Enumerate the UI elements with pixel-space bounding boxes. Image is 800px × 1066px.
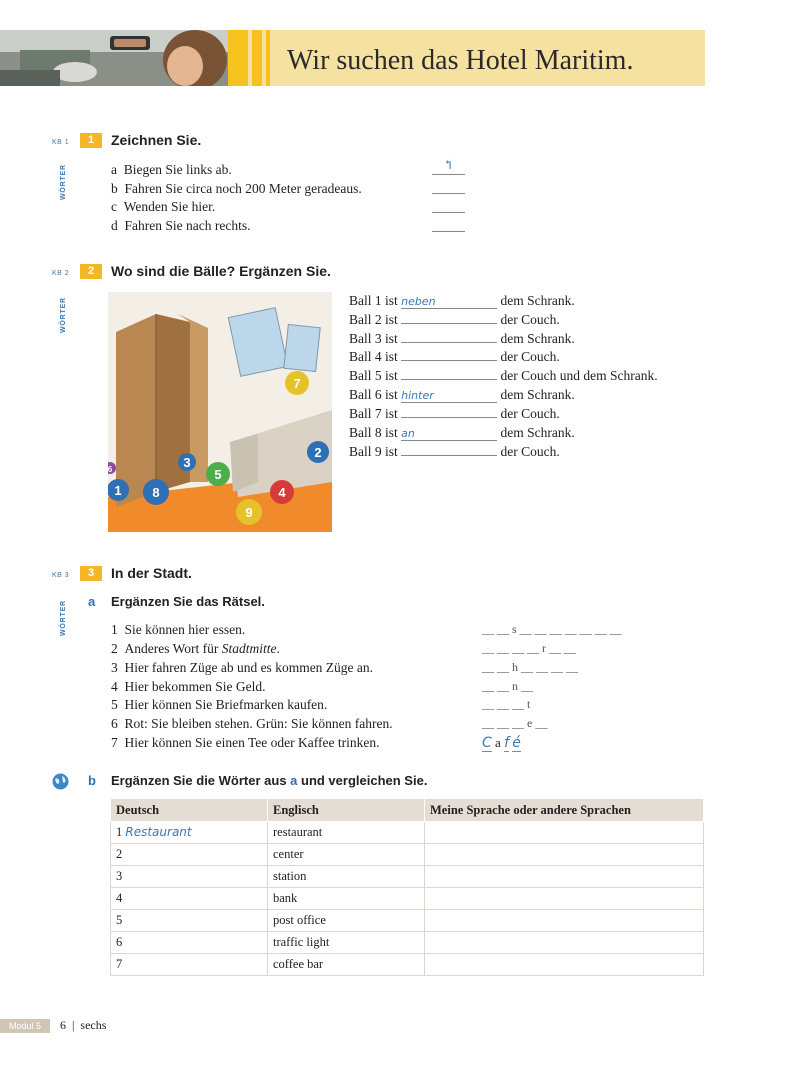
exercise-number: 3	[80, 566, 102, 581]
cell-englisch: station	[268, 866, 425, 888]
row-number: 1	[116, 825, 123, 839]
list-item	[349, 406, 560, 422]
subtask-title	[111, 773, 427, 788]
woerter-label: WÖRTER	[60, 600, 67, 636]
sentence-start: Ball 8 ist	[349, 425, 398, 440]
subtask-title: Ergänzen Sie das Rätsel.	[111, 594, 265, 609]
item-number: 7	[111, 735, 118, 750]
item-text: Sie können hier essen.	[124, 622, 246, 637]
item-number: 2	[111, 641, 118, 656]
sentence-end: dem Schrank.	[500, 425, 575, 440]
item-letter: a	[111, 162, 117, 177]
list-item	[349, 293, 575, 309]
item-number: 5	[111, 697, 118, 712]
list-item	[111, 622, 245, 638]
item-text: Hier können Sie einen Tee oder Kaffee trinken.	[124, 735, 380, 750]
list-item	[111, 735, 379, 751]
column-header: Englisch	[268, 799, 425, 822]
kb-reference: KB 1	[52, 139, 70, 146]
row-number: 7	[116, 957, 123, 971]
header-stripe	[228, 30, 248, 86]
ball-number: 9	[245, 505, 253, 520]
sentence-end: der Couch.	[500, 312, 560, 327]
cell-deutsch[interactable]	[111, 822, 268, 844]
item-text: Hier bekommen Sie Geld.	[124, 679, 266, 694]
cell-other-language[interactable]	[425, 822, 704, 844]
cell-englisch: bank	[268, 888, 425, 910]
header-photo	[0, 30, 228, 86]
exercise-number: 1	[80, 133, 102, 148]
cell-deutsch[interactable]	[111, 954, 268, 976]
kb-reference: KB 2	[52, 270, 70, 277]
header-stripe	[266, 30, 270, 86]
sentence-end: der Couch.	[500, 406, 560, 421]
subtask-letter: a	[88, 594, 96, 609]
answer-arrow-icon[interactable]: ↰	[432, 158, 465, 175]
cell-deutsch[interactable]	[111, 910, 268, 932]
sentence-end: der Couch.	[500, 349, 560, 364]
puzzle-pattern[interactable]	[482, 735, 521, 751]
exercise-number: 2	[80, 264, 102, 279]
cell-englisch: traffic light	[268, 932, 425, 954]
cell-englisch: restaurant	[268, 822, 425, 844]
exercise-title: Zeichnen Sie.	[111, 132, 202, 148]
exercise-title: Wo sind die Bälle? Ergänzen Sie.	[111, 263, 331, 279]
answer-field[interactable]	[401, 379, 497, 380]
table-row	[111, 844, 704, 866]
puzzle-pattern[interactable]: __ __ s __ __ __ __ __ __ __	[482, 622, 622, 636]
page-title: Wir suchen das Hotel Maritim.	[287, 45, 634, 76]
item-number: 3	[111, 660, 118, 675]
item-text: Wenden Sie hier.	[123, 199, 216, 214]
item-letter: b	[111, 181, 118, 196]
item-text: Anderes Wort für	[124, 641, 222, 656]
ball-number: 6	[108, 465, 113, 474]
kb-reference: KB 3	[52, 572, 70, 579]
cell-deutsch[interactable]	[111, 844, 268, 866]
answer-field[interactable]	[401, 342, 497, 343]
sentence-end: der Couch.	[500, 444, 560, 459]
sentence-start: Ball 5 ist	[349, 368, 398, 383]
column-header: Meine Sprache oder andere Sprachen	[425, 799, 704, 822]
answer-field[interactable]: an	[401, 427, 497, 441]
item-text: Fahren Sie circa noch 200 Meter geradeaus.	[124, 181, 362, 196]
puzzle-pattern[interactable]: __ __ __ __ r __ __	[482, 641, 576, 655]
list-item	[349, 444, 560, 460]
puzzle-pattern[interactable]: __ __ __ t	[482, 697, 531, 711]
table-row	[111, 866, 704, 888]
deutsch-answer: Restaurant	[125, 825, 192, 839]
list-item	[349, 368, 658, 384]
item-letter: c	[111, 199, 117, 214]
table-row	[111, 954, 704, 976]
sentence-start: Ball 2 ist	[349, 312, 398, 327]
sentence-start: Ball 1 ist	[349, 293, 398, 308]
puzzle-letter: f	[504, 735, 509, 751]
list-item	[349, 425, 575, 441]
sentence-end: dem Schrank.	[500, 331, 575, 346]
puzzle-letter: é	[512, 735, 521, 751]
answer-field[interactable]	[401, 417, 497, 418]
answer-blank[interactable]	[432, 231, 465, 232]
title-text: und vergleichen Sie.	[297, 773, 428, 788]
list-item	[111, 199, 215, 215]
list-item	[111, 679, 265, 695]
puzzle-pattern[interactable]: __ __ __ e __	[482, 716, 548, 730]
page-word: sechs	[80, 1018, 107, 1032]
ball-number: 5	[214, 467, 222, 482]
row-number: 6	[116, 935, 123, 949]
cell-other-language[interactable]	[425, 888, 704, 910]
cell-englisch: post office	[268, 910, 425, 932]
woerter-label: WÖRTER	[60, 297, 67, 333]
puzzle-letter: C	[482, 735, 492, 751]
module-label: Modul 5	[0, 1019, 50, 1033]
cell-englisch: coffee bar	[268, 954, 425, 976]
cell-other-language[interactable]	[425, 932, 704, 954]
item-number: 6	[111, 716, 118, 731]
sentence-start: Ball 7 ist	[349, 406, 398, 421]
ball-number: 1	[114, 483, 122, 498]
sentence-start: Ball 4 ist	[349, 349, 398, 364]
sentence-end: der Couch und dem Schrank.	[500, 368, 658, 383]
answer-field[interactable]	[401, 323, 497, 324]
sentence-end: dem Schrank.	[500, 387, 575, 402]
list-item	[349, 349, 560, 365]
sentence-start: Ball 6 ist	[349, 387, 398, 402]
item-punct: .	[276, 641, 280, 656]
cell-other-language[interactable]	[425, 954, 704, 976]
exercise-title: In der Stadt.	[111, 565, 192, 581]
header-stripe	[252, 30, 262, 86]
answer-field[interactable]: neben	[401, 295, 497, 309]
cell-deutsch[interactable]	[111, 866, 268, 888]
item-number: 4	[111, 679, 118, 694]
cell-other-language[interactable]	[425, 866, 704, 888]
table-row	[111, 910, 704, 932]
answer-blank[interactable]	[432, 193, 465, 194]
woerter-label: WÖRTER	[60, 164, 67, 200]
cell-deutsch[interactable]	[111, 888, 268, 910]
item-letter: d	[111, 218, 118, 233]
room-illustration	[108, 292, 332, 532]
row-number: 5	[116, 913, 123, 927]
puzzle-pattern[interactable]: __ __ h __ __ __ __	[482, 660, 578, 674]
row-number: 4	[116, 891, 123, 905]
sentence-start: Ball 3 ist	[349, 331, 398, 346]
column-header: Deutsch	[111, 799, 268, 822]
sentence-start: Ball 9 ist	[349, 444, 398, 459]
answer-field[interactable]: hinter	[401, 389, 497, 403]
globe-icon	[52, 773, 69, 790]
row-number: 3	[116, 869, 123, 883]
ball-number: 7	[293, 376, 301, 391]
table-header	[111, 799, 704, 822]
list-item	[111, 181, 362, 197]
item-text: Hier können Sie Briefmarken kaufen.	[124, 697, 328, 712]
item-text: Biegen Sie links ab.	[123, 162, 232, 177]
table-row	[111, 888, 704, 910]
cell-deutsch[interactable]	[111, 932, 268, 954]
list-item	[111, 218, 250, 234]
cell-other-language[interactable]	[425, 910, 704, 932]
list-item	[111, 716, 393, 732]
ball-number: 2	[314, 445, 322, 460]
ball-number: 4	[278, 485, 286, 500]
list-item	[111, 697, 327, 713]
item-text: Fahren Sie nach rechts.	[124, 218, 251, 233]
list-item	[349, 387, 575, 403]
puzzle-pattern[interactable]: __ __ n __	[482, 679, 533, 693]
list-item	[111, 162, 232, 178]
table-row	[111, 932, 704, 954]
answer-field[interactable]	[401, 360, 497, 361]
list-item	[111, 660, 373, 676]
title-text: Ergänzen Sie die Wörter aus	[111, 773, 291, 788]
list-item	[111, 641, 280, 657]
item-number: 1	[111, 622, 118, 637]
ball-number: 3	[183, 455, 191, 470]
page-footer	[60, 1018, 106, 1033]
answer-field[interactable]	[401, 455, 497, 456]
answer-blank[interactable]	[432, 212, 465, 213]
ball-number: 8	[152, 485, 160, 500]
row-number: 2	[116, 847, 123, 861]
list-item	[349, 331, 575, 347]
page-number: 6	[60, 1018, 66, 1032]
footer-separator: |	[72, 1018, 75, 1032]
item-text: Rot: Sie bleiben stehen. Grün: Sie können fahren.	[124, 716, 393, 731]
cell-englisch: center	[268, 844, 425, 866]
sentence-end: dem Schrank.	[500, 293, 575, 308]
vocabulary-table	[110, 798, 704, 976]
puzzle-letter: a	[495, 735, 501, 750]
table-row	[111, 822, 704, 844]
cell-other-language[interactable]	[425, 844, 704, 866]
title-ref: a	[290, 773, 298, 788]
list-item	[349, 312, 560, 328]
item-text: Hier fahren Züge ab und es kommen Züge an.	[124, 660, 374, 675]
item-italic: Stadtmitte	[221, 641, 277, 656]
subtask-letter: b	[88, 773, 96, 788]
